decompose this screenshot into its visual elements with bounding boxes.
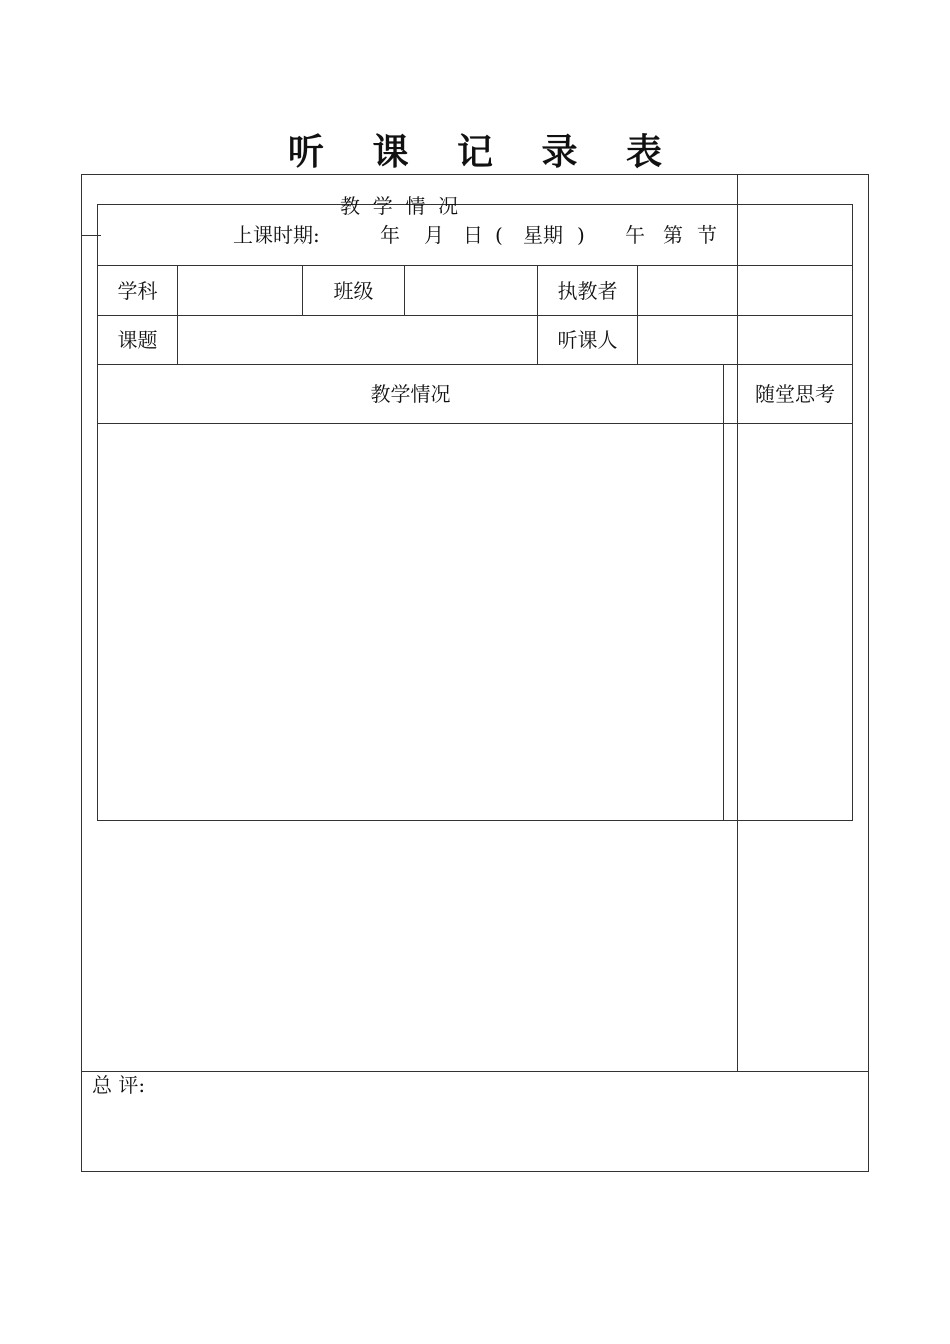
date-label: 上课时期: <box>233 223 320 247</box>
observer-label: 听课人 <box>557 328 618 352</box>
date-year-label: 年 <box>380 223 400 247</box>
date-month-label: 月 <box>424 223 444 247</box>
inner-top-border <box>97 204 853 205</box>
teacher-label: 执教者 <box>557 278 618 303</box>
teacher-field[interactable] <box>638 266 852 315</box>
outer-top-border <box>81 174 869 175</box>
reflection-header: 随堂思考 <box>755 382 835 406</box>
date-weekday-open: ( <box>495 223 503 247</box>
topic-field[interactable] <box>178 316 537 364</box>
subject-field[interactable] <box>178 266 302 315</box>
class-label: 班级 <box>333 278 374 303</box>
date-noon-label: 午 <box>625 223 645 247</box>
col-line-f <box>723 364 724 821</box>
teaching-notes-area[interactable] <box>98 424 723 820</box>
page-title: 听 课 记 录 表 <box>287 132 681 173</box>
date-weekday-close: ) <box>577 223 585 247</box>
inner-right-border <box>852 204 853 821</box>
date-period-label: 节 <box>697 223 717 247</box>
subject-label: 学科 <box>117 278 158 303</box>
summary-top-border <box>81 1071 869 1072</box>
topic-label: 课题 <box>117 328 158 352</box>
date-weekday-label: 星期 <box>523 223 563 247</box>
section-heading-top: 教 学 情 况 <box>340 194 459 218</box>
outer-right-border <box>868 174 869 1172</box>
date-period-ordinal: 第 <box>663 223 683 247</box>
summary-area[interactable] <box>82 1100 868 1171</box>
date-day-label: 日 <box>463 223 483 247</box>
class-field[interactable] <box>405 266 537 315</box>
reflection-notes-area[interactable] <box>738 424 852 1071</box>
outer-bottom-border <box>81 1171 869 1172</box>
extra-notes-area[interactable] <box>82 821 737 1071</box>
teaching-header: 教学情况 <box>370 382 451 406</box>
observer-field[interactable] <box>638 316 852 364</box>
summary-label: 总 评: <box>92 1073 146 1097</box>
outer-left-stub-line <box>81 235 101 236</box>
